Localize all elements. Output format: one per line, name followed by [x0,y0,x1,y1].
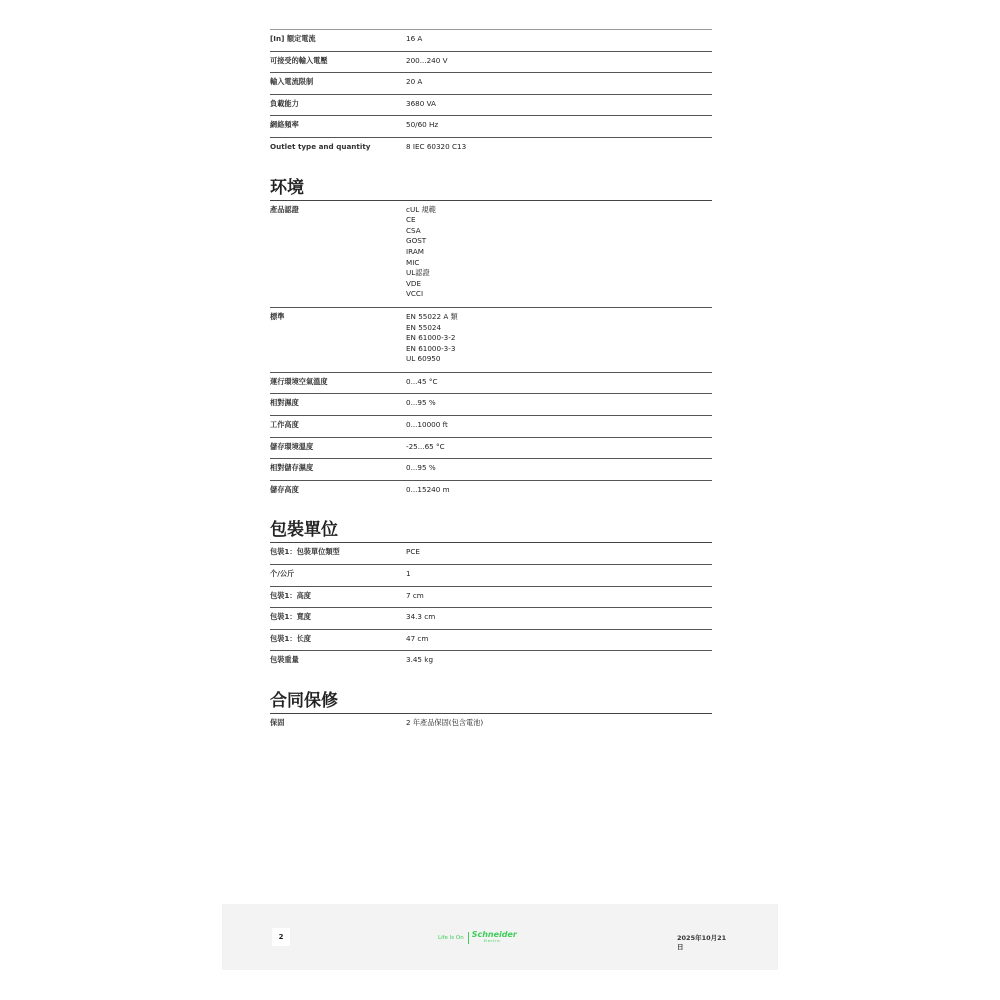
spec-value: 20 A [406,77,423,87]
spec-row-network-frequency [270,115,712,137]
certification-item: UL認證 [406,268,430,278]
spec-value: 0...95 % [406,463,436,473]
brand-subtitle: Electric [483,939,501,943]
spec-row-package-height [270,586,712,608]
spec-row-rated-current [270,29,712,51]
spec-label: 包裝1：寬度 [270,612,311,622]
spec-row-certifications [270,201,712,307]
document-date: 2025年10月21日 [677,934,727,951]
spec-label: [In] 額定電流 [270,34,316,43]
spec-value: -25...65 °C [406,441,445,451]
datasheet-content [270,29,712,735]
spec-row-storage-temperature [270,437,712,459]
certification-item: VDE [406,278,421,288]
warranty-rows [270,714,712,735]
spec-label: 儲存高度 [270,484,299,494]
spec-value: 0...15240 m [406,484,450,494]
spec-value-list [406,205,712,300]
spec-label: 包裝重量 [270,655,299,665]
spec-row-input-voltage [270,51,712,73]
spec-row-warranty [270,714,712,735]
brand-name: Schneider [471,930,517,939]
standard-item: UL 60950 [406,354,441,364]
spec-value: 0...45 °C [406,376,438,386]
spec-value: 16 A [406,34,423,43]
brand-wordmark [472,931,517,945]
spec-label: 工作高度 [270,420,299,430]
spec-row-storage-humidity [270,458,712,480]
certification-item: MIC [406,257,420,267]
spec-row-operating-temperature [270,372,712,394]
section-title-warranty: 合同保修 [270,672,712,714]
spec-value: 2 年產品保固(包含電池) [406,718,484,727]
brand-tagline: Life Is On [438,935,464,941]
spec-label: Outlet type and quantity [270,141,371,151]
spec-value: 7 cm [406,590,424,600]
spec-value-list [406,312,712,365]
warranty-section [270,672,712,735]
spec-value: 47 cm [406,633,429,643]
spec-value: 0...95 % [406,398,436,408]
standard-item: EN 61000-3-3 [406,343,456,353]
certification-item: cUL 規範 [406,204,436,214]
packaging-rows [270,543,712,672]
spec-row-input-current-limit [270,72,712,94]
spec-label: 包裝1：高度 [270,590,311,600]
environment-rows [270,201,712,502]
spec-row-package-weight [270,650,712,672]
certification-item: CSA [406,225,421,235]
spec-label: 个/公斤 [270,569,295,579]
spec-value: PCE [406,547,420,557]
spec-value: 34.3 cm [406,612,436,622]
logo-divider [468,932,469,944]
environment-section [270,159,712,502]
spec-row-outlet-type [270,137,712,159]
spec-label: 相對濕度 [270,398,299,408]
packaging-section [270,501,712,672]
spec-label: 相對儲存濕度 [270,463,314,473]
spec-label: 產品認證 [270,204,299,214]
spec-value: 8 IEC 60320 C13 [406,141,467,151]
standard-item: EN 55024 [406,322,442,332]
spec-label: 網絡頻率 [270,120,299,130]
spec-label: 包裝1：包裝單位類型 [270,547,340,557]
spec-label: 保固 [270,718,285,727]
standard-item: EN 61000-3-2 [406,333,456,343]
spec-row-storage-altitude [270,480,712,502]
spec-row-operating-altitude [270,415,712,437]
section-title-packaging: 包裝單位 [270,501,712,543]
spec-value: 3.45 kg [406,655,434,665]
standard-item: EN 55022 A 類 [406,311,458,321]
spec-label: 儲存環境溫度 [270,441,314,451]
page-footer [222,904,778,970]
electrical-section [270,29,712,159]
spec-row-package-length [270,629,712,651]
spec-label: 輸入電流限制 [270,77,314,87]
spec-label: 負載能力 [270,98,299,108]
certification-item: IRAM [406,246,424,256]
spec-row-package-unit-type [270,543,712,564]
section-title-environment: 环境 [270,159,712,201]
spec-row-standards [270,307,712,372]
spec-value: 3680 VA [406,98,436,108]
brand-logo [438,931,517,945]
spec-value: 200...240 V [406,55,448,65]
spec-label: 標準 [270,311,285,321]
page-number: 2 [272,928,290,946]
electrical-rows [270,29,712,159]
spec-row-load-capacity [270,94,712,116]
spec-label: 運行環境空氣溫度 [270,376,328,386]
certification-item: GOST [406,236,427,246]
spec-row-units-per-kg [270,564,712,586]
spec-row-package-width [270,607,712,629]
spec-value: 1 [406,569,411,579]
spec-label: 包裝1：长度 [270,633,311,643]
spec-value: 0...10000 ft [406,420,448,430]
spec-label: 可接受的輸入電壓 [270,55,328,65]
certification-item: VCCI [406,289,424,299]
spec-value: 50/60 Hz [406,120,439,130]
certification-item: CE [406,215,416,225]
spec-row-relative-humidity [270,393,712,415]
